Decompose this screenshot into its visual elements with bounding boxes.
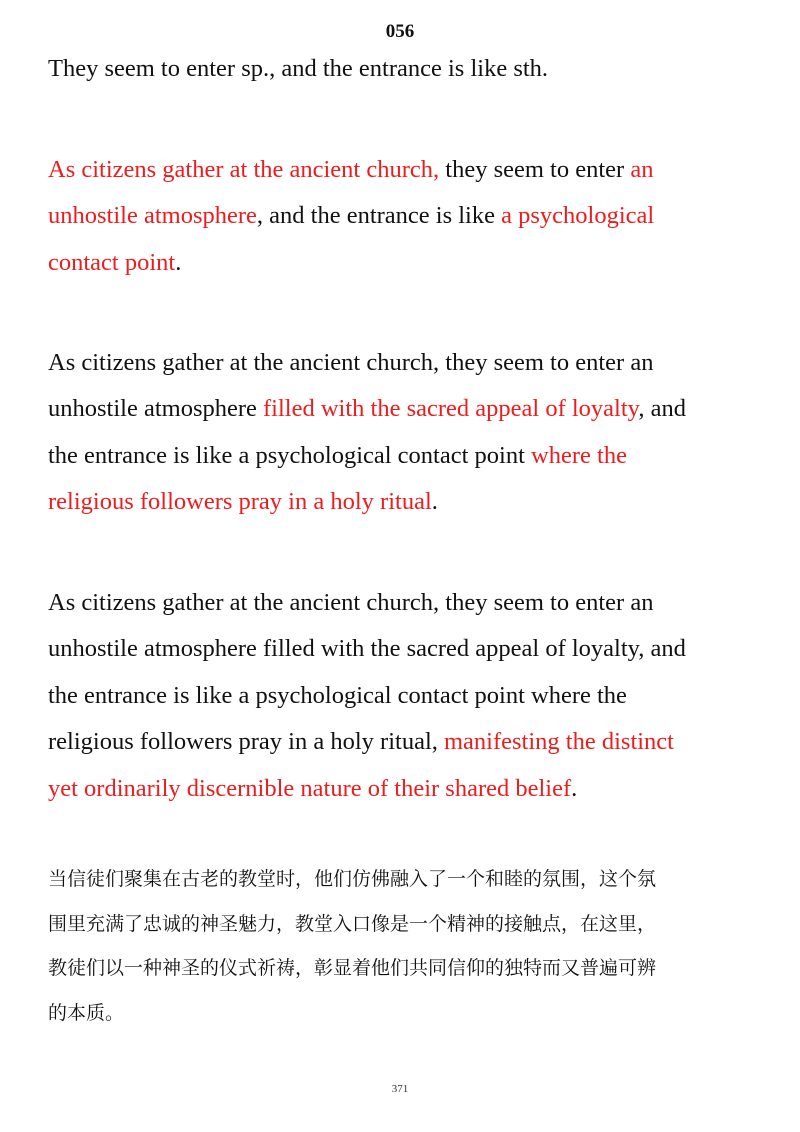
paragraph-2 [48,340,760,526]
highlight-text: As citizens gather at the ancient church, [48,156,440,183]
plain-text: , and the entrance is like [256,202,502,230]
paragraph-1-line-1 [48,147,760,193]
paragraph-3-line-1: As citizens gather at the ancient church, they seem to enter an [48,589,654,616]
highlight-text: a psychological [501,202,655,230]
page-number: 056 [385,21,415,42]
paragraph-3-line-3: the entrance is like a psychological contact point where the [48,681,627,709]
plain-text: , and [638,395,686,423]
translation-line-1: 当信徒们聚集在古老的教堂时，他们仿佛融入了一个和睦的氛围，这个氛 [48,868,657,890]
highlight-text: yet ordinarily discernible nature of their shared belief [48,774,572,802]
translation-line-4: 的本质。 [48,1001,125,1024]
paragraph-3-line-2: unhostile atmosphere filled with the sacred appeal of loyalty, and [48,635,686,663]
chinese-translation [48,857,760,1035]
paragraph-2-line-3 [48,433,760,479]
pattern-sentence [48,46,760,92]
highlight-text: an [630,156,654,183]
paragraph-1-line-3 [48,240,760,286]
plain-text: religious followers pray in a holy ritual, [48,728,444,756]
plain-text: the entrance is like a psychological contact point [48,441,532,469]
translation-line-2: 围里充满了忠诚的神圣魅力，教堂入口像是一个精神的接触点，在这里， [48,912,657,935]
highlight-text: filled with the sacred appeal of loyalty [263,395,639,423]
paragraph-3-line-5 [48,766,760,812]
footer-page-number: 371 [391,1083,409,1095]
plain-text: . [571,774,578,802]
highlight-text: contact point [48,248,176,276]
paragraph-1 [48,147,760,286]
paragraph-2-line-2 [48,386,760,432]
translation-line-3: 教徒们以一种神圣的仪式祈祷，彰显着他们共同信仰的独特而又普遍可辨 [48,957,657,979]
paragraph-1-line-2 [48,193,760,239]
paragraph-2-line-1: As citizens gather at the ancient church, they seem to enter an [48,349,654,376]
highlight-text: unhostile atmosphere [48,202,257,230]
highlight-text: religious followers pray in a holy ritual [48,488,432,516]
paragraph-2-line-4 [48,479,760,525]
plain-text: unhostile atmosphere [48,395,264,423]
highlight-text: where the [531,441,627,469]
paragraph-3-line-4 [48,719,760,765]
plain-text: . [175,248,182,276]
plain-text: . [431,488,438,516]
paragraph-3 [48,580,760,812]
plain-text: they seem to enter [439,156,631,183]
pattern-line: They seem to enter sp., and the entrance is like sth. [48,55,549,82]
highlight-text: manifesting the distinct [444,728,674,756]
